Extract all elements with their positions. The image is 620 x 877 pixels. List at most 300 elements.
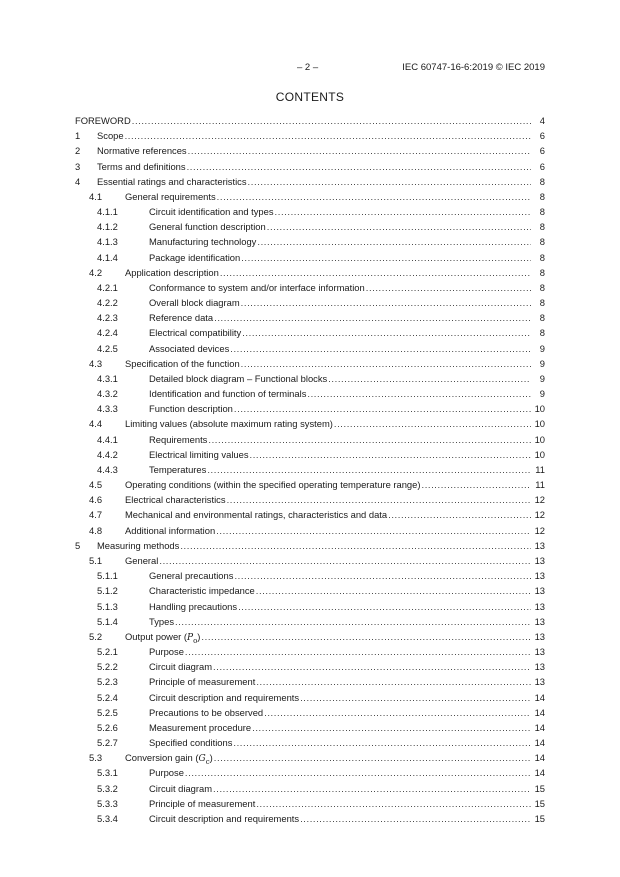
toc-entry-text: Scope xyxy=(97,130,124,142)
toc-entry-title xyxy=(97,174,248,189)
toc-entry[interactable] xyxy=(75,143,545,158)
toc-entry[interactable] xyxy=(75,492,545,507)
toc-entry[interactable] xyxy=(75,674,545,689)
toc-entry-number: 5.2.5 xyxy=(97,706,118,718)
toc-entry[interactable] xyxy=(75,401,545,416)
toc-entry-text: Electrical limiting values xyxy=(149,448,249,460)
toc-leader-dots xyxy=(256,796,531,811)
toc-entry[interactable] xyxy=(75,690,545,705)
toc-entry-number: 4 xyxy=(75,175,81,187)
toc-entry-text: Electrical compatibility xyxy=(149,327,242,339)
toc-leader-dots xyxy=(214,310,531,325)
toc-leader-dots xyxy=(125,128,531,143)
toc-leader-dots xyxy=(185,644,531,659)
toc-entry-title xyxy=(125,523,216,538)
toc-entry-title xyxy=(125,750,214,765)
toc-entry[interactable] xyxy=(75,128,545,143)
toc-leader-dots xyxy=(256,583,531,598)
toc-entry-title xyxy=(149,341,230,356)
toc-entry-text: Measuring methods xyxy=(97,539,180,551)
toc-entry-title-wrap xyxy=(125,265,531,280)
toc-entry[interactable] xyxy=(75,159,545,174)
toc-entry-page: 8 xyxy=(539,327,545,339)
toc-entry[interactable] xyxy=(75,781,545,796)
toc-leader-dots xyxy=(242,325,531,340)
toc-entry-title-wrap xyxy=(149,690,531,705)
toc-entry-number: 5.2.4 xyxy=(97,691,118,703)
toc-entry-title xyxy=(125,265,220,280)
toc-entry[interactable] xyxy=(75,341,545,356)
toc-entry-title-wrap xyxy=(149,219,531,234)
toc-entry-title-wrap xyxy=(125,507,531,522)
toc-entry-title-wrap xyxy=(149,781,531,796)
toc-entry-page: 15 xyxy=(534,812,545,824)
toc-entry-title-wrap xyxy=(97,538,531,553)
toc-entry-page: 11 xyxy=(535,479,545,491)
toc-entry-number: 4.4.3 xyxy=(97,463,118,475)
toc-entry-title xyxy=(149,310,214,325)
toc-entry-number: 4.4 xyxy=(89,418,103,430)
toc-entry-title-wrap xyxy=(125,416,531,431)
toc-entry-text: Specification of the function xyxy=(125,357,240,369)
toc-leader-dots xyxy=(252,720,531,735)
toc-entry-text: Electrical characteristics xyxy=(125,494,226,506)
toc-entry-title-wrap xyxy=(125,553,531,568)
toc-entry-page: 12 xyxy=(534,494,545,506)
toc-entry-text: Application description xyxy=(125,266,219,278)
math-subscript: c xyxy=(205,758,210,766)
toc-leader-dots xyxy=(207,462,531,477)
toc-entry-title-wrap xyxy=(149,811,531,826)
toc-entry-page: 11 xyxy=(535,463,545,475)
toc-entry-number: 4.2.2 xyxy=(97,297,118,309)
toc-entry-text: Manufacturing technology xyxy=(149,236,257,248)
toc-entry-page: 14 xyxy=(534,721,545,733)
toc-entry[interactable] xyxy=(75,553,545,568)
toc-entry-page: 14 xyxy=(534,752,545,764)
toc-entry-title-wrap xyxy=(125,477,531,492)
toc-entry[interactable] xyxy=(75,765,545,780)
toc-entry[interactable] xyxy=(75,386,545,401)
toc-entry-title xyxy=(125,189,217,204)
toc-entry-title-wrap xyxy=(149,583,531,598)
toc-entry-title-wrap xyxy=(149,234,531,249)
toc-entry-text: Overall block diagram xyxy=(149,297,240,309)
toc-entry[interactable] xyxy=(75,371,545,386)
toc-entry-number: 5.1.2 xyxy=(97,585,118,597)
toc-entry-title xyxy=(149,386,307,401)
toc-entry-text: Conversion gain ( xyxy=(125,752,199,764)
toc-entry-page: 13 xyxy=(534,676,545,688)
toc-entry-title-wrap xyxy=(125,750,531,765)
toc-entry-number: 1 xyxy=(75,130,81,142)
toc-entry-number: 4.1.3 xyxy=(97,236,118,248)
toc-entry-text: General xyxy=(125,554,159,566)
toc-entry-title xyxy=(149,325,242,340)
toc-entry-page: 13 xyxy=(534,646,545,658)
toc-entry-text: Circuit diagram xyxy=(149,782,213,794)
toc-entry-title xyxy=(125,477,421,492)
page-header xyxy=(0,62,620,76)
toc-entry-number: 4.6 xyxy=(89,494,103,506)
toc-entry-page: 13 xyxy=(534,539,545,551)
toc-entry-text: Precautions to be observed xyxy=(149,706,264,718)
toc-entry-page: 9 xyxy=(539,357,545,369)
toc-entry-title-wrap xyxy=(97,159,531,174)
toc-leader-dots xyxy=(388,507,531,522)
toc-entry-number: 4.3.1 xyxy=(97,372,118,384)
toc-leader-dots xyxy=(208,432,531,447)
toc-entry-number: 4.4.2 xyxy=(97,448,118,460)
toc-entry-number: 4.3.2 xyxy=(97,388,118,400)
toc-entry-title xyxy=(149,781,213,796)
toc-entry-title-wrap xyxy=(149,341,531,356)
toc-entry[interactable] xyxy=(75,416,545,431)
toc-entry-text: General precautions xyxy=(149,570,234,582)
toc-entry[interactable] xyxy=(75,234,545,249)
toc-entry-page: 4 xyxy=(539,115,545,126)
toc-entry-text: Package identification xyxy=(149,251,241,263)
toc-entry-number: 4.8 xyxy=(89,524,103,536)
page-number: – 2 – xyxy=(297,62,319,73)
toc-entry[interactable] xyxy=(75,720,545,735)
toc-entry[interactable] xyxy=(75,265,545,280)
toc-entry-title xyxy=(149,432,208,447)
toc-entry-title xyxy=(149,765,185,780)
toc-entry-title xyxy=(149,204,275,219)
toc-entry-page: 14 xyxy=(534,706,545,718)
math-symbol xyxy=(187,633,197,643)
toc-entry-text: Terms and definitions xyxy=(97,160,186,172)
toc-entry-number: 5 xyxy=(75,539,81,551)
toc-entry-title xyxy=(149,401,234,416)
toc-entry-number: 4.3.3 xyxy=(97,403,118,415)
toc-entry[interactable] xyxy=(75,447,545,462)
toc-entry-text: Purpose xyxy=(149,767,184,779)
toc-entry-number: 5.2.1 xyxy=(97,646,118,658)
toc-entry-page: 13 xyxy=(534,615,545,627)
toc-leader-dots xyxy=(334,416,531,431)
toc-leader-dots xyxy=(300,690,531,705)
toc-entry-title xyxy=(149,234,257,249)
toc-entry-text: Circuit diagram xyxy=(149,661,213,673)
toc-entry[interactable] xyxy=(75,523,545,538)
toc-entry-number: 4.1.1 xyxy=(97,206,118,218)
toc-entry-number: 4.2.4 xyxy=(97,327,118,339)
toc-leader-dots xyxy=(187,159,531,174)
toc-entry-page: 13 xyxy=(534,630,545,642)
toc-entry-text: Principle of measurement xyxy=(149,797,256,809)
toc-leader-dots xyxy=(250,447,531,462)
toc-entry[interactable] xyxy=(75,599,545,614)
toc-entry-page: 12 xyxy=(534,524,545,536)
toc-entry[interactable] xyxy=(75,796,545,811)
toc-entry-number: 3 xyxy=(75,160,81,172)
toc-entry-title xyxy=(149,796,256,811)
toc-entry-title xyxy=(97,128,125,143)
toc-entry[interactable] xyxy=(75,750,545,765)
toc-entry-number: 2 xyxy=(75,145,81,157)
toc-entry-text: Temperatures xyxy=(149,463,207,475)
toc-entry-page: 6 xyxy=(539,145,545,157)
toc-entry-text: Circuit identification and types xyxy=(149,206,274,218)
toc-leader-dots xyxy=(366,280,531,295)
toc-leader-dots xyxy=(248,174,531,189)
toc-entry-page: 13 xyxy=(534,554,545,566)
toc-entry-text: Normative references xyxy=(97,145,187,157)
toc-entry-title-wrap xyxy=(149,765,531,780)
toc-entry-text-suffix: ) xyxy=(209,752,213,764)
toc-entry-title xyxy=(149,690,300,705)
toc-entry-text: Characteristic impedance xyxy=(149,585,255,597)
toc-entry-text: Additional information xyxy=(125,524,216,536)
math-symbol-letter: G xyxy=(198,754,206,765)
toc-leader-dots xyxy=(241,356,531,371)
toc-entry-page: 10 xyxy=(534,448,545,460)
toc-entry-number: 5.3.2 xyxy=(97,782,118,794)
toc-entry-page: 6 xyxy=(539,160,545,172)
toc-entry-text: Essential ratings and characteristics xyxy=(97,175,247,187)
toc-entry-title-wrap xyxy=(149,705,531,720)
toc-entry-page: 9 xyxy=(539,342,545,354)
toc-entry[interactable] xyxy=(75,189,545,204)
toc-entry-title xyxy=(149,583,256,598)
toc-entry-number: 5.3.1 xyxy=(97,767,118,779)
toc-entry[interactable] xyxy=(75,280,545,295)
toc-entry-page: 15 xyxy=(534,782,545,794)
toc-leader-dots xyxy=(307,386,531,401)
toc-leader-dots xyxy=(275,204,531,219)
toc-entry-page: 13 xyxy=(534,661,545,673)
toc-entry-text: Conformance to system and/or interface information xyxy=(149,281,365,293)
toc-entry-title xyxy=(149,614,175,629)
toc-entry-page: 14 xyxy=(534,737,545,749)
toc-entry-title-wrap xyxy=(125,356,531,371)
toc-entry-text: Purpose xyxy=(149,646,184,658)
toc-leader-dots xyxy=(132,113,531,128)
toc-entry-title xyxy=(149,568,234,583)
toc-entry-title xyxy=(149,735,233,750)
toc-entry[interactable] xyxy=(75,219,545,234)
toc-entry-text: Mechanical and environmental ratings, characteristics and data xyxy=(125,509,388,521)
toc-entry[interactable] xyxy=(75,538,545,553)
math-symbol-letter: P xyxy=(187,632,194,643)
toc-leader-dots xyxy=(238,599,531,614)
toc-entry-title-wrap xyxy=(149,644,531,659)
toc-entry-page: 8 xyxy=(539,175,545,187)
toc-entry-title xyxy=(149,705,264,720)
toc-entry-title-wrap xyxy=(149,295,531,310)
toc-entry-page: 8 xyxy=(539,190,545,202)
toc-entry-title xyxy=(125,416,334,431)
toc-entry-page: 8 xyxy=(539,236,545,248)
toc-leader-dots xyxy=(220,265,531,280)
toc-entry-number: 5.2.3 xyxy=(97,676,118,688)
toc-entry-page: 10 xyxy=(534,403,545,415)
toc-entry-title-wrap xyxy=(149,310,531,325)
toc-entry-title-wrap xyxy=(125,523,531,538)
toc-entry-text: Measurement procedure xyxy=(149,721,252,733)
toc-leader-dots xyxy=(201,629,531,644)
toc-leader-dots xyxy=(241,295,531,310)
toc-leader-dots xyxy=(256,674,531,689)
toc-entry-title xyxy=(125,356,241,371)
toc-entry-page: 15 xyxy=(534,797,545,809)
toc-entry[interactable] xyxy=(75,325,545,340)
toc-entry[interactable] xyxy=(75,204,545,219)
toc-entry[interactable] xyxy=(75,174,545,189)
toc-entry-title-wrap xyxy=(97,174,531,189)
toc-entry-title-wrap xyxy=(125,189,531,204)
toc-entry[interactable] xyxy=(75,659,545,674)
toc-entry-page: 8 xyxy=(539,221,545,233)
toc-entry-title-wrap xyxy=(149,280,531,295)
toc-entry-text: Detailed block diagram – Functional blocks xyxy=(149,372,328,384)
toc-entry[interactable] xyxy=(75,432,545,447)
toc-entry[interactable] xyxy=(75,310,545,325)
toc-entry-number: 4.7 xyxy=(89,509,103,521)
toc-entry-number: 4.2 xyxy=(89,266,103,278)
toc-entry-title-wrap xyxy=(149,401,531,416)
toc-leader-dots xyxy=(213,659,531,674)
toc-entry-number: 4.3 xyxy=(89,357,103,369)
toc-entry-number: 5.1 xyxy=(89,554,103,566)
toc-entry-number: 4.1.2 xyxy=(97,221,118,233)
toc-entry-title-wrap xyxy=(149,568,531,583)
toc-entry-title-wrap xyxy=(149,250,531,265)
toc-entry-title xyxy=(125,507,388,522)
math-subscript: o xyxy=(193,636,198,645)
toc-leader-dots xyxy=(233,735,531,750)
toc-entry-text: Specified conditions xyxy=(149,737,233,749)
toc-entry-title xyxy=(125,553,159,568)
toc-leader-dots xyxy=(328,371,531,386)
toc-entry-title xyxy=(149,280,366,295)
toc-entry[interactable] xyxy=(75,629,545,644)
toc-entry-number: 4.4.1 xyxy=(97,433,118,445)
toc-entry-title xyxy=(97,538,180,553)
toc-entry-title-wrap xyxy=(125,629,531,644)
toc-entry-text: Reference data xyxy=(149,312,214,324)
toc-entry[interactable] xyxy=(75,507,545,522)
toc-entry-title xyxy=(149,462,207,477)
toc-entry-number: 5.1.1 xyxy=(97,570,118,582)
toc-entry-text: Limiting values (absolute maximum rating system) xyxy=(125,418,333,430)
toc-entry-title xyxy=(149,295,241,310)
toc-entry-text: Circuit description and requirements xyxy=(149,691,300,703)
toc-entry-number: 4.2.5 xyxy=(97,342,118,354)
toc-entry-page: 13 xyxy=(534,570,545,582)
toc-entry-title-wrap xyxy=(149,614,531,629)
toc-entry-page: 13 xyxy=(534,585,545,597)
toc-leader-dots xyxy=(234,568,531,583)
toc-entry-title xyxy=(149,371,328,386)
toc-entry[interactable] xyxy=(75,735,545,750)
toc-entry-title-wrap xyxy=(149,720,531,735)
toc-entry-number: 4.1.4 xyxy=(97,251,118,263)
toc-entry-page: 8 xyxy=(539,266,545,278)
toc-entry-title-wrap xyxy=(149,371,531,386)
toc-entry-text: Handling precautions xyxy=(149,600,238,612)
toc-entry-title xyxy=(149,599,238,614)
toc-entry-number: 5.2.2 xyxy=(97,661,118,673)
toc-leader-dots xyxy=(217,189,531,204)
toc-entry-number: 4.2.1 xyxy=(97,281,118,293)
toc-leader-dots xyxy=(175,614,531,629)
toc-leader-dots xyxy=(267,219,531,234)
toc-entry-page: 9 xyxy=(539,388,545,400)
toc-entry-number: 5.2.6 xyxy=(97,721,118,733)
table-of-contents xyxy=(75,113,545,826)
toc-entry-text: Output power ( xyxy=(125,630,188,642)
toc-entry[interactable] xyxy=(75,356,545,371)
toc-entry-page: 10 xyxy=(534,433,545,445)
toc-entry-page: 9 xyxy=(539,372,545,384)
toc-entry-title-wrap xyxy=(149,325,531,340)
toc-entry-text: Types xyxy=(149,615,175,627)
toc-entry-number: 5.1.4 xyxy=(97,615,118,627)
math-symbol xyxy=(198,754,209,764)
toc-entry-page: 8 xyxy=(539,297,545,309)
toc-entry[interactable] xyxy=(75,250,545,265)
toc-entry-title-wrap xyxy=(149,796,531,811)
toc-leader-dots xyxy=(216,523,531,538)
toc-entry[interactable] xyxy=(75,614,545,629)
toc-leader-dots xyxy=(227,492,531,507)
toc-entry-title xyxy=(149,447,250,462)
toc-entry-number: 5.3.3 xyxy=(97,797,118,809)
toc-entry-page: 6 xyxy=(539,130,545,142)
toc-entry-title-wrap xyxy=(97,143,531,158)
toc-entry-text: Function description xyxy=(149,403,233,415)
toc-entry[interactable] xyxy=(75,811,545,826)
toc-entry[interactable] xyxy=(75,568,545,583)
toc-entry-title xyxy=(125,492,227,507)
toc-leader-dots xyxy=(213,781,531,796)
toc-entry-number: 4.1 xyxy=(89,190,103,202)
toc-entry-title-wrap xyxy=(149,659,531,674)
toc-leader-dots xyxy=(257,234,531,249)
toc-entry-title xyxy=(97,143,188,158)
toc-entry[interactable] xyxy=(75,113,545,128)
toc-entry-title xyxy=(149,720,252,735)
toc-entry-text: Requirements xyxy=(149,433,208,445)
toc-leader-dots xyxy=(214,750,531,765)
toc-entry-text: General requirements xyxy=(125,190,216,202)
toc-entry-title xyxy=(125,629,201,644)
toc-entry-number: 5.2 xyxy=(89,630,103,642)
toc-entry-title-wrap xyxy=(149,599,531,614)
toc-entry-text: FOREWORD xyxy=(75,115,131,126)
toc-entry[interactable] xyxy=(75,644,545,659)
toc-entry-text: Associated devices xyxy=(149,342,230,354)
toc-leader-dots xyxy=(234,401,531,416)
toc-leader-dots xyxy=(188,143,531,158)
toc-entry[interactable] xyxy=(75,462,545,477)
toc-entry-page: 14 xyxy=(534,691,545,703)
toc-entry-page: 10 xyxy=(534,418,545,430)
toc-entry[interactable] xyxy=(75,705,545,720)
toc-leader-dots xyxy=(241,250,531,265)
toc-entry-page: 14 xyxy=(534,767,545,779)
toc-leader-dots xyxy=(300,811,531,826)
toc-entry-title-wrap xyxy=(97,128,531,143)
toc-entry[interactable] xyxy=(75,477,545,492)
toc-entry-title xyxy=(149,644,185,659)
toc-entry-title xyxy=(149,674,256,689)
toc-entry[interactable] xyxy=(75,295,545,310)
toc-entry[interactable] xyxy=(75,583,545,598)
